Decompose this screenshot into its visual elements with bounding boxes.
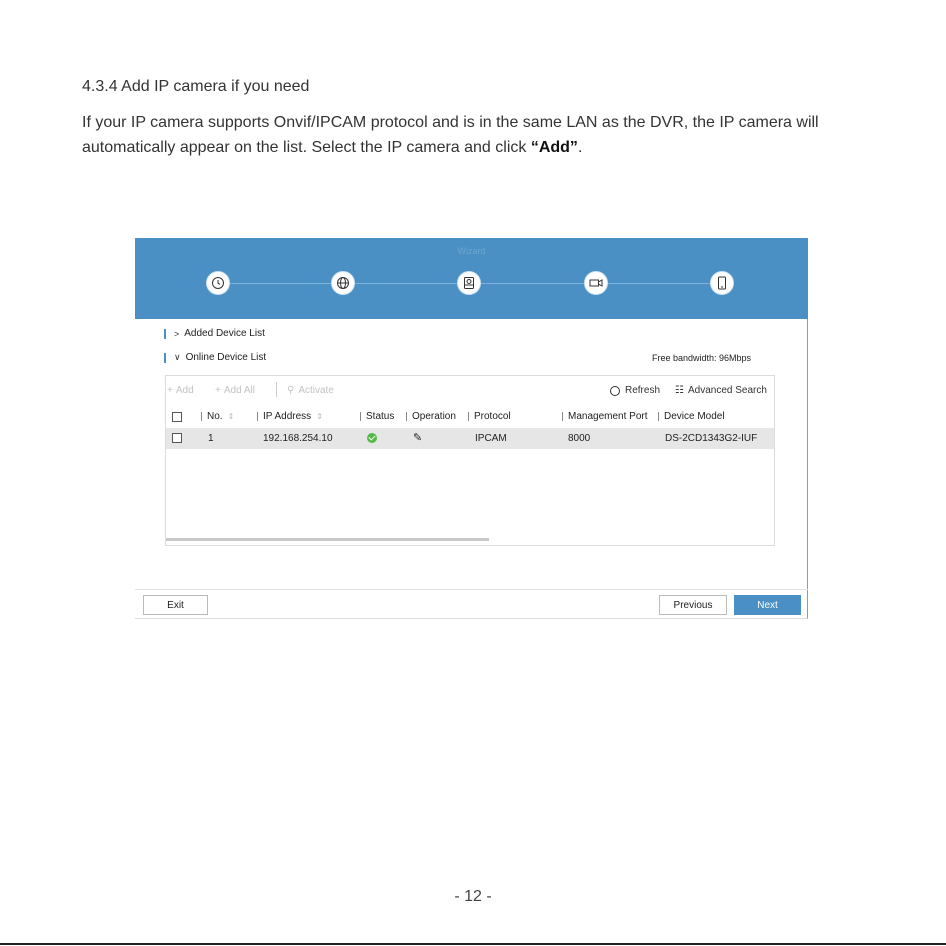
plus-icon: + (215, 385, 221, 396)
select-all-checkbox[interactable] (172, 412, 182, 422)
sort-icon: ⇕ (227, 412, 235, 421)
step-mobile[interactable] (710, 271, 734, 295)
online-device-list-label: Online Device List (185, 352, 267, 363)
next-button[interactable]: Next (734, 595, 801, 615)
column-label: Management Port (568, 411, 648, 422)
status-online-icon (367, 433, 377, 443)
advanced-search-label: Advanced Search (687, 385, 767, 396)
hdd-icon (462, 276, 476, 290)
refresh-label: Refresh (625, 385, 661, 396)
previous-button[interactable]: Previous (659, 595, 727, 615)
column-no[interactable] (201, 411, 234, 422)
clock-icon (211, 276, 225, 290)
added-device-list-toggle[interactable] (164, 328, 265, 339)
chevron-right-icon: > (174, 328, 180, 339)
wizard-banner (135, 238, 808, 319)
activate-label: Activate (298, 385, 334, 396)
section-marker (164, 353, 166, 363)
advanced-search-button[interactable] (675, 385, 767, 396)
step-hdd[interactable] (457, 271, 481, 295)
mobile-icon (715, 276, 729, 290)
paragraph-end: . (577, 139, 583, 156)
column-ip-address[interactable] (257, 411, 323, 422)
cell-device-model: DS-2CD1343G2-IUF (665, 433, 758, 444)
column-label: Device Model (664, 411, 725, 422)
column-protocol (468, 411, 511, 422)
bottom-rule (0, 943, 946, 945)
bulb-icon: ⚲ (287, 385, 295, 396)
column-management-port (562, 411, 648, 422)
footer-divider (135, 589, 808, 590)
edit-pencil-icon[interactable]: ✎ (413, 432, 423, 444)
activate-button[interactable] (287, 385, 334, 396)
exit-button[interactable]: Exit (143, 595, 208, 615)
cell-protocol: IPCAM (475, 433, 507, 444)
column-device-model (658, 411, 725, 422)
step-network[interactable] (331, 271, 355, 295)
step-time[interactable] (206, 271, 230, 295)
sort-icon: ⇕ (316, 412, 323, 421)
column-status (360, 411, 394, 422)
instruction-paragraph (82, 110, 872, 160)
column-label: No. (207, 411, 223, 422)
add-button[interactable] (167, 385, 194, 396)
paragraph-text: If your IP camera supports Onvif/IPCAM protocol and is in the same LAN as the DVR, the IP camera will automatically appear on the list. Select the IP camera and click (82, 114, 819, 156)
chevron-down-icon: ∨ (174, 352, 181, 362)
column-label: IP Address (263, 411, 312, 422)
table-header (166, 407, 774, 426)
section-heading: 4.3.4 Add IP camera if you need (82, 78, 310, 95)
column-label: Status (366, 411, 395, 422)
section-marker (164, 329, 166, 339)
paragraph-bold-add: “Add” (530, 139, 578, 156)
online-device-list-toggle[interactable] (164, 352, 266, 363)
camera-icon (589, 276, 603, 290)
refresh-button[interactable] (610, 385, 660, 396)
add-all-button[interactable] (215, 385, 255, 396)
cell-no: 1 (208, 433, 214, 444)
row-checkbox[interactable] (172, 433, 182, 443)
cell-ip-address: 192.168.254.10 (263, 433, 333, 444)
step-camera[interactable] (584, 271, 608, 295)
column-operation (406, 411, 456, 422)
horizontal-scrollbar[interactable] (166, 538, 489, 541)
globe-icon (336, 276, 350, 290)
free-bandwidth: Free bandwidth: 96Mbps (652, 353, 752, 363)
wizard-screenshot (135, 238, 808, 619)
online-device-panel (165, 375, 775, 546)
plus-icon: + (167, 385, 173, 396)
add-all-label: Add All (223, 385, 255, 396)
network-icon: ☷ (675, 385, 684, 396)
wizard-title: Wizard (457, 246, 486, 256)
add-label: Add (175, 385, 194, 396)
column-label: Protocol (474, 411, 511, 422)
cell-management-port: 8000 (568, 433, 591, 444)
refresh-icon (610, 386, 620, 396)
column-label: Operation (412, 411, 456, 422)
page-number: - 12 - (454, 888, 492, 905)
added-device-list-label: Added Device List (184, 328, 265, 339)
table-row[interactable] (166, 428, 774, 449)
toolbar-divider (276, 382, 277, 397)
